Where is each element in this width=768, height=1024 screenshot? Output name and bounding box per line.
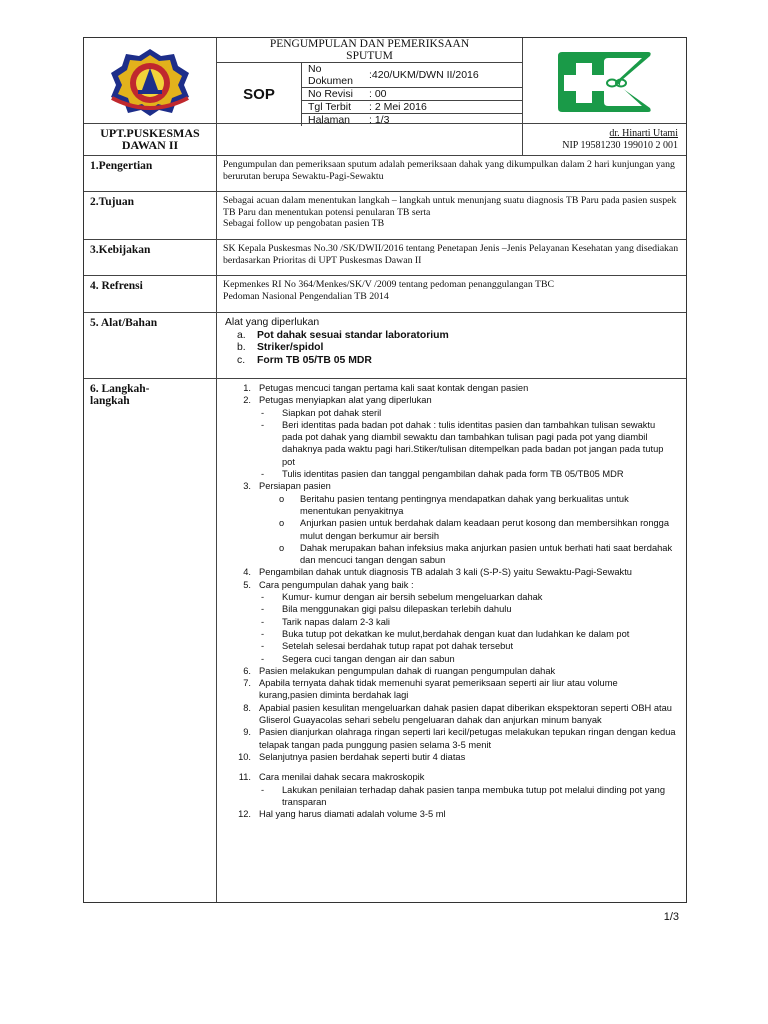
list-item: 10. Selanjutnya pasien berdahak seperti butir 4 diatas	[237, 751, 678, 763]
meta-key: No Dokumen	[308, 63, 353, 87]
list-marker: b.	[237, 342, 246, 354]
list-item	[237, 330, 678, 343]
title-line-2: SPUTUM	[346, 49, 393, 62]
section-line: Kepmenkes RI No 364/Menkes/SK/V /2009 tentang pedoman penanggulangan TBC	[223, 279, 555, 290]
meta-key: Tgl Terbit	[308, 101, 351, 113]
sub-item: o Beritahu pasien tentang pentingnya mendapatkan dahak yang berkualitas untuk menentukan penyakitnya	[279, 493, 678, 518]
document-title	[217, 38, 522, 63]
title-line-1: PENGUMPULAN DAN PEMERIKSAAN	[269, 38, 470, 50]
step-text: Apabial pasien kesulitan mengeluarkan dahak pasien dapat diberikan ekspektoran seperti OBH atau Gliserol Guayacolas sehari sebelu pengeluaran dahak dan anjurkan minum banyak	[259, 702, 672, 726]
meta-key: No Revisi	[308, 88, 353, 100]
sub-item: - Bila menggunakan gigi palsu dilepaskan terlebih dahulu	[261, 603, 678, 615]
section-body	[217, 192, 686, 239]
sub-item: - Siapkan pot dahak steril	[261, 407, 678, 419]
section-label: 4. Refrensi	[90, 280, 143, 292]
list-marker: c.	[237, 354, 246, 366]
section-line: Pedoman Nasional Pengendalian TB 2014	[223, 290, 389, 302]
section-line: Sebagai acuan dalam menentukan langkah – langkah untuk menunjang suatu diagnosis TB Paru pada pasien suspek TB Paru dan menentukan potensi penularan TB serta	[223, 195, 677, 218]
meta-key: Halaman	[308, 114, 351, 126]
section-label-line: langkah	[90, 395, 130, 407]
section-label-line: 6. Langkah-	[90, 383, 150, 395]
page-number: 1/3	[663, 911, 679, 923]
alat-intro: Alat yang diperlukan	[225, 317, 320, 328]
list-text: Pot dahak sesuai standar laboratorium	[257, 329, 449, 341]
sub-item: - Tulis identitas pasien dan tanggal pengambilan dahak pada form TB 05/TB05 MDR	[261, 468, 678, 480]
sub-text: Segera cuci tangan dengan air dan sabun	[282, 653, 455, 664]
sub-item: o Dahak merupakan bahan infeksius maka anjurkan pasien untuk berhati hati saat berdahak dan mencuci tangan dengan sabun	[279, 542, 678, 567]
meta-value: :420/UKM/DWN II/2016	[369, 69, 479, 81]
signer-block	[523, 124, 686, 155]
step-text: Pengambilan dahak untuk diagnosis TB adalah 3 kali (S-P-S) yaitu Sewaktu-Pagi-Sewaktu	[259, 567, 632, 578]
sub-text: Kumur- kumur dengan air bersih sebelum mengeluarkan dahak	[282, 592, 543, 603]
sop-header	[84, 38, 686, 126]
section-label	[84, 379, 216, 407]
meta-table	[302, 63, 522, 126]
sop-document	[83, 37, 687, 903]
list-item: 12. Hal yang harus diamati adalah volume 3-5 ml	[237, 808, 678, 820]
list-item	[237, 355, 678, 368]
right-logo-cell	[523, 38, 686, 123]
sub-item: - Setelah selesai berdahak tutup rapat pot dahak tersebut	[261, 640, 678, 652]
list-item: 5. Cara pengumpulan dahak yang baik :	[237, 579, 678, 591]
section-label: 2.Tujuan	[90, 196, 135, 208]
meta-value: : 1/3	[369, 114, 390, 126]
unit-name	[84, 124, 217, 155]
meta-value: : 2 Mei 2016	[369, 101, 427, 113]
step-text: Cara menilai dahak secara makroskopik	[259, 772, 425, 783]
sub-text: Bila menggunakan gigi palsu dilepaskan terlebih dahulu	[282, 604, 512, 615]
signer-name: dr. Hinarti Utami	[609, 128, 678, 139]
step-text: Petugas menyiapkan alat yang diperlukan	[259, 395, 432, 406]
step-text: Persiapan pasien	[259, 481, 331, 492]
sub-text: Setelah selesai berdahak tutup rapat pot dahak tersebut	[282, 641, 514, 652]
list-item: 8. Apabial pasien kesulitan mengeluarkan dahak pasien dapat diberikan ekspektoran seperti OBH atau Gliserol Guayacolas sehari sebelu pengeluaran dahak dan anjurkan minum banyak	[237, 702, 678, 727]
list-text: Striker/spidol	[257, 342, 324, 354]
list-item: 1. Petugas mencuci tangan pertama kali saat kontak dengan pasien	[237, 382, 678, 394]
section-text: Pengumpulan dan pemeriksaan sputum adalah pemeriksaan dahak yang dikumpulkan dalam 2 hari kunjungan yang berurutan berupa Sewaktu-Pagi-Sewaktu	[223, 159, 675, 182]
sub-text: Beri identitas pada badan pot dahak : tulis identitas pasien dan tambahkan tulisan sewaktu pada pot dahak yang diambil sewaktu dan tambahkan tulisan pagi pada pot yang diambil dahaknya pada waktu pagi hari.Stiker/tulisan ditempelkan pada badan pot jangan pada tutup pot	[282, 419, 664, 467]
sub-item: - Kumur- kumur dengan air bersih sebelum mengeluarkan dahak	[261, 591, 678, 603]
sub-text: Tulis identitas pasien dan tanggal pengambilan dahak pada form TB 05/TB05 MDR	[282, 469, 624, 480]
unit-row	[84, 123, 686, 155]
list-item: 6. Pasien melakukan pengumpulan dahak di ruangan pengumpulan dahak	[237, 665, 678, 677]
meta-value: : 00	[369, 88, 387, 100]
step-text: Hal yang harus diamati adalah volume 3-5 ml	[259, 809, 446, 820]
section-pengertian	[84, 155, 686, 191]
list-text: Form TB 05/TB 05 MDR	[257, 354, 372, 366]
list-item: 2. Petugas menyiapkan alat yang diperlukan	[237, 394, 678, 406]
list-item: 4. Pengambilan dahak untuk diagnosis TB adalah 3 kali (S-P-S) yaitu Sewaktu-Pagi-Sewaktu	[237, 566, 678, 578]
section-body	[217, 276, 686, 312]
sub-text: Siapkan pot dahak steril	[282, 407, 382, 418]
sub-item: - Beri identitas pada badan pot dahak : tulis identitas pasien dan tambahkan tulisan sewaktu pada pot dahak yang diambil sewaktu dan tambahkan tulisan pagi pada pot yang diambil dahaknya pada waktu pagi hari.Stiker/tulisan ditempelkan pada badan pot jangan pada tutup pot	[261, 419, 678, 468]
steps-list	[217, 379, 686, 902]
header-middle	[217, 38, 523, 126]
section-label: 1.Pengertian	[90, 160, 153, 172]
sub-text: Dahak merupakan bahan infeksius maka anjurkan pasien untuk berhati hati saat berdahak dan mencuci tangan dengan sabun	[300, 542, 673, 566]
meta-row-dokumen	[302, 63, 522, 88]
section-body	[217, 313, 686, 378]
section-text: SK Kepala Puskesmas No.30 /SK/DWII/2016 tentang Penetapan Jenis –Jenis Pelayanan Kesehatan yang disediakan berdasarkan Prioritas di UPT Puskesmas Dawan II	[223, 243, 679, 266]
sop-meta-block	[217, 63, 522, 126]
meta-row-revisi	[302, 88, 522, 101]
sub-text: Anjurkan pasien untuk berdahak dalam keadaan perut kosong dan membersihkan rongga mulut dengan berkumur air bersih	[300, 518, 670, 541]
list-item: 3. Persiapan pasien	[237, 480, 678, 492]
green-cross-health-icon	[550, 48, 660, 114]
step-text: Pasien dianjurkan olahraga ringan seperti lari kecil/petugas melakukan tepukan ringan dengan kedua telapak tangan pada punggung pasien selama 3-5 menit	[259, 727, 676, 750]
step-text: Pasien melakukan pengumpulan dahak di ruangan pengumpulan dahak	[259, 665, 556, 676]
section-alat-bahan	[84, 312, 686, 378]
unit-blank-cell	[217, 124, 523, 155]
section-label: 3.Kebijakan	[90, 244, 151, 256]
sub-item: - Tarik napas dalam 2-3 kali	[261, 616, 678, 628]
signer-nip: NIP 19581230 199010 2 001	[562, 140, 678, 151]
section-referensi	[84, 275, 686, 312]
list-item: 7. Apabila ternyata dahak tidak memenuhi syarat pemeriksaan seperti air liur atau volume kurang,pasien diminta berdahak lagi	[237, 677, 678, 702]
list-item: 11. Cara menilai dahak secara makroskopik	[237, 771, 678, 783]
sub-text: Tarik napas dalam 2-3 kali	[282, 616, 390, 627]
meta-row-terbit	[302, 101, 522, 114]
section-line: Sebagai follow up pengobatan pasien TB	[223, 218, 385, 229]
sub-item: - Buka tutup pot dekatkan ke mulut,berdahak dengan kuat dan ludahkan ke dalam pot	[261, 628, 678, 640]
sub-text: Beritahu pasien tentang pentingnya mendapatkan dahak yang berkualitas untuk menentukan penyakitnya	[300, 493, 629, 516]
left-logo-cell	[84, 38, 217, 123]
section-label: 5. Alat/Bahan	[90, 317, 158, 329]
sub-item: - Segera cuci tangan dengan air dan sabun	[261, 653, 678, 665]
section-kebijakan	[84, 239, 686, 275]
sub-text: Lakukan penilaian terhadap dahak pasien tanpa membuka tutup pot melalui dinding pot yang transparan	[282, 784, 665, 807]
step-text: Selanjutnya pasien berdahak seperti butir 4 diatas	[259, 751, 466, 762]
step-text: Petugas mencuci tangan pertama kali saat kontak dengan pasien	[259, 383, 529, 393]
step-text: Apabila ternyata dahak tidak memenuhi syarat pemeriksaan seperti air liur atau volume kurang,pasien diminta berdahak lagi	[259, 678, 618, 701]
step-text: Cara pengumpulan dahak yang baik :	[259, 579, 414, 590]
sub-item: - Lakukan penilaian terhadap dahak pasien tanpa membuka tutup pot melalui dinding pot yang transparan	[261, 784, 678, 809]
sub-text: Buka tutup pot dekatkan ke mulut,berdahak dengan kuat dan ludahkan ke dalam pot	[282, 628, 630, 639]
sub-item: o Anjurkan pasien untuk berdahak dalam keadaan perut kosong dan membersihkan rongga mulut dengan berkumur air bersih	[279, 517, 678, 542]
list-item	[237, 342, 678, 355]
list-item: 9. Pasien dianjurkan olahraga ringan seperti lari kecil/petugas melakukan tepukan ringan dengan kedua telapak tangan pada punggung pasien selama 3-5 menit	[237, 726, 678, 751]
section-langkah	[84, 378, 686, 902]
unit-name-line-2: DAWAN II	[121, 138, 179, 152]
section-tujuan	[84, 191, 686, 239]
puskesmas-emblem-icon	[102, 46, 198, 116]
list-marker: a.	[237, 329, 246, 341]
unit-name-line-1: UPT.PUSKESMAS	[100, 126, 200, 140]
sop-label: SOP	[217, 63, 302, 126]
